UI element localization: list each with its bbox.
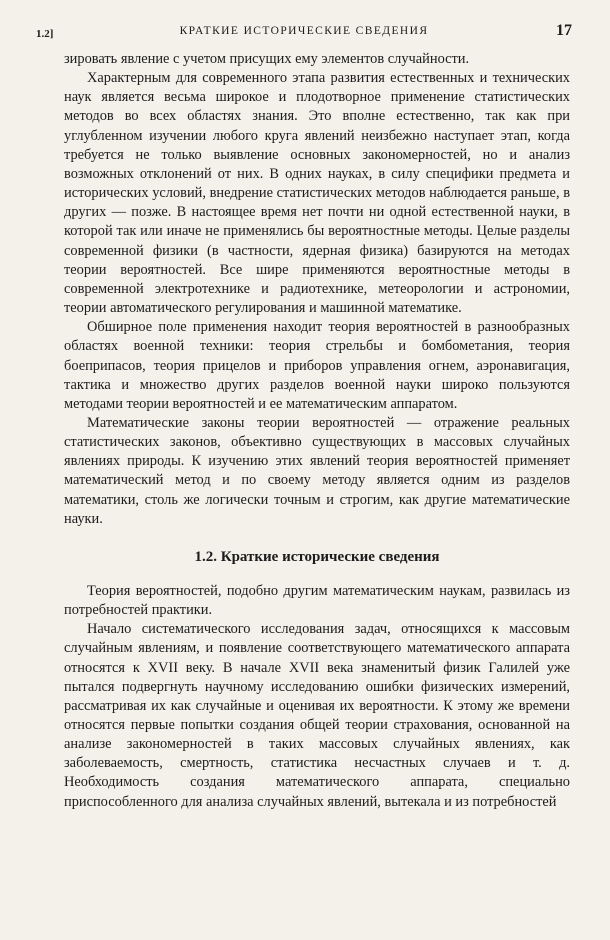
paragraph: Математические законы теории вероятностей — отражение реальных статистических законов, объективно существующих в массовых случайных явлениях природы. К изучению этих явлений теория вероятностей применяет математический метод и по своему методу является одним из разделов математики, столь же логически точным и строгим, как другие математические науки. (64, 414, 570, 527)
paragraph: Начало систематического исследования задач, относящихся к массовым случайным явлениям, и появление соответствующего математического аппарата относятся к XVII веку. В начале XVII века знаменитый физик Галилей уже пытался подвергнуть научному исследованию ошибки физических измерений, рассматривая их как случайные и оценивая их вероятности. К этому же времени относятся первые попытки создания общей теории страхования, основанной на анализе закономерностей в таких массовых случайных явлениях, как заболеваемость, смертность, статистика несчастных случаев и т. д. Необходимость создания математического аппарата, специально приспособленного для анализа случайных явлений, вытекала и из потребностей (64, 621, 570, 810)
paragraph: Теория вероятностей, подобно другим математическим наукам, развилась из потребностей практики. (64, 582, 570, 619)
paragraph-continuation: зировать явление с учетом присущих ему элементов случайности. (64, 51, 470, 67)
paragraph: Характерным для современного этапа развития естественных и технических наук является весьма широкое и плодотворное применение статистических методов во всех областях знания. Это вполне естественно, так как при углубленном изучении любого круга явлений неизбежно наступает этап, когда требуется не только выявление основных закономерностей, но и анализ возможных отклонений от них. В одних науках, в силу специфики предмета и исторических условий, внедрение статистических методов наблюдается раньше, в других — позже. В настоящее время нет почти ни одной естественной науки, в которой так или иначе не применялись бы вероятностные методы. Целые разделы современной физики (в частности, ядерная физика) базируются на методах теории вероятностей. Все шире применяются вероятностные методы в современной электротехнике и радиотехнике, метеорологии и астрономии, теории автоматического регулирования и машинной математике. (64, 70, 570, 317)
running-title: КРАТКИЕ ИСТОРИЧЕСКИЕ СВЕДЕНИЯ (179, 25, 429, 37)
section-number: 1.2] (36, 28, 54, 40)
page-body (64, 50, 570, 812)
paragraph: Обширное поле применения находит теория вероятностей в разнообразных областях военной техники: теория стрельбы и бомбометания, теория боеприпасов, теория прицелов и приборов управления огнем, аэронавигация, тактика и множество других разделов военной науки широко пользуются методами теории вероятностей и ее математическим аппаратом. (64, 319, 570, 412)
section-heading: 1.2. Краткие исторические сведения (194, 548, 440, 565)
running-header (36, 22, 572, 44)
page-number: 17 (556, 22, 572, 39)
